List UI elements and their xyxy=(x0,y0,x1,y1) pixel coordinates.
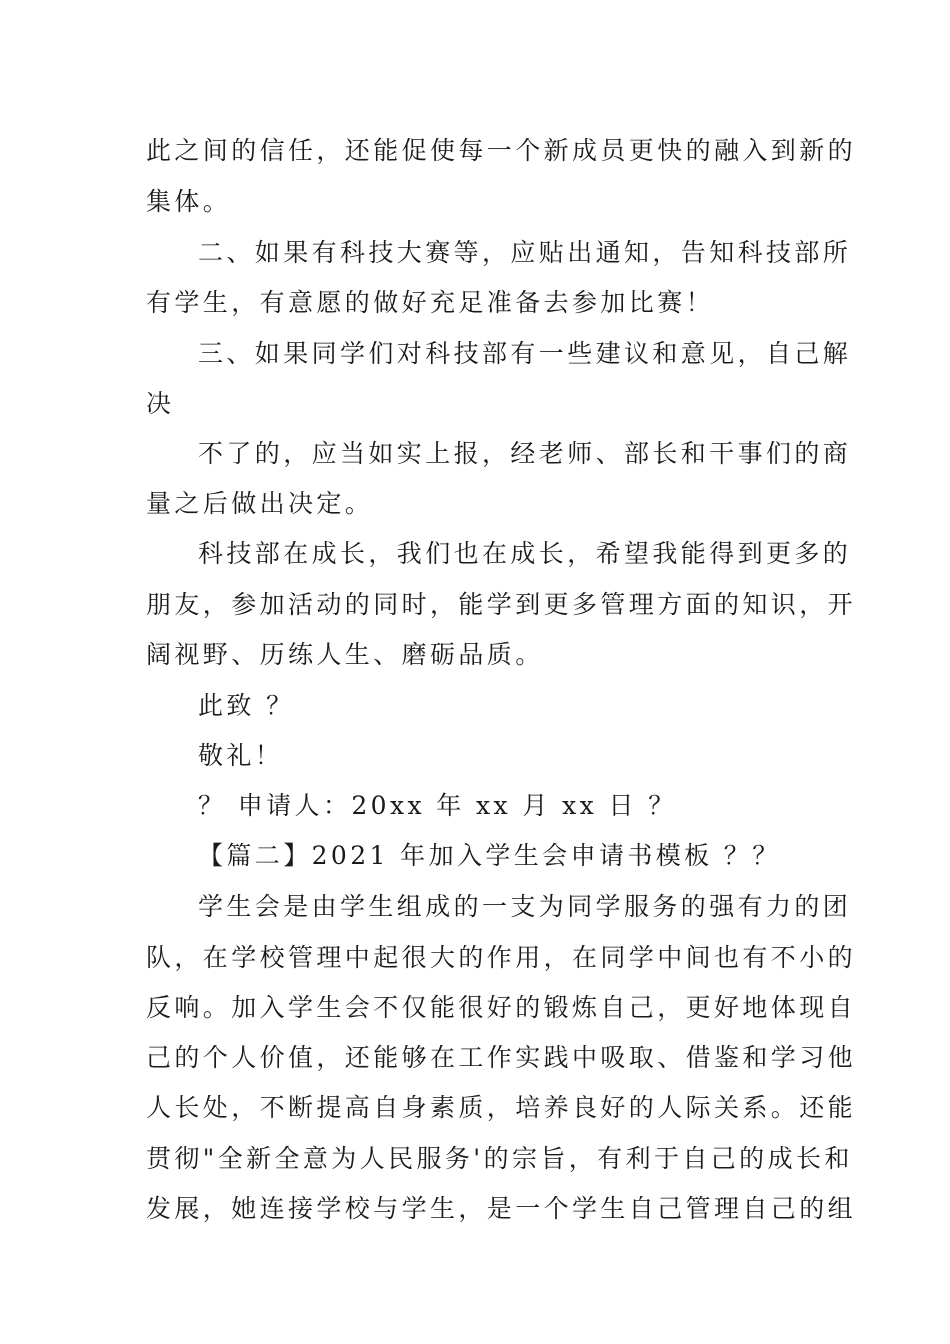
closing-regards: 敬礼！ xyxy=(198,741,284,770)
body-text-line: 朋友，参加活动的同时，能学到更多管理方面的知识，开 xyxy=(146,590,857,619)
body-text-line: 人长处，不断提高自身素质，培养良好的人际关系。还能 xyxy=(146,1093,857,1122)
body-text-line: 集体。 xyxy=(146,187,232,216)
paragraph-start-line: 学生会是由学生组成的一支为同学服务的强有力的团 xyxy=(198,892,852,921)
closing-salutation: 此致 ？ xyxy=(198,691,295,720)
paragraph-start-line: 科技部在成长，我们也在成长，希望我能得到更多的 xyxy=(198,539,852,568)
body-text-line: 队，在学校管理中起很大的作用，在同学中间也有不小的 xyxy=(146,943,857,972)
body-text-line: 贯彻"全新全意为人民服务'的宗旨，有利于自己的成长和 xyxy=(146,1144,853,1173)
section-heading: 【篇二】2021 年加入学生会申请书模板 ？？ xyxy=(198,841,781,870)
body-text-line: 决 xyxy=(146,389,175,418)
body-text-line: 阔视野、历练人生、磨砺品质。 xyxy=(146,640,544,669)
body-text-line: 发展，她连接学校与学生，是一个学生自己管理自己的组 xyxy=(146,1194,857,1223)
body-text-line: 反响。加入学生会不仅能很好的锻炼自己，更好地体现自 xyxy=(146,993,857,1022)
body-text-line: 有学生，有意愿的做好充足准备去参加比赛！ xyxy=(146,288,715,317)
body-text-line: 己的个人价值，还能够在工作实践中吸取、借鉴和学习他 xyxy=(146,1043,857,1072)
body-text-line: 量之后做出决定。 xyxy=(146,489,374,518)
signature-date-line: ？ 申请人：20xx 年 xx 月 xx 日 ？ xyxy=(198,791,677,820)
body-text-line: 此之间的信任，还能促使每一个新成员更快的融入到新的 xyxy=(146,136,857,165)
paragraph-start-line: 二、如果有科技大赛等，应贴出通知，告知科技部所 xyxy=(198,238,852,267)
paragraph-start-line: 不了的，应当如实上报，经老师、部长和干事们的商 xyxy=(198,439,852,468)
paragraph-start-line: 三、如果同学们对科技部有一些建议和意见，自己解 xyxy=(198,339,852,368)
